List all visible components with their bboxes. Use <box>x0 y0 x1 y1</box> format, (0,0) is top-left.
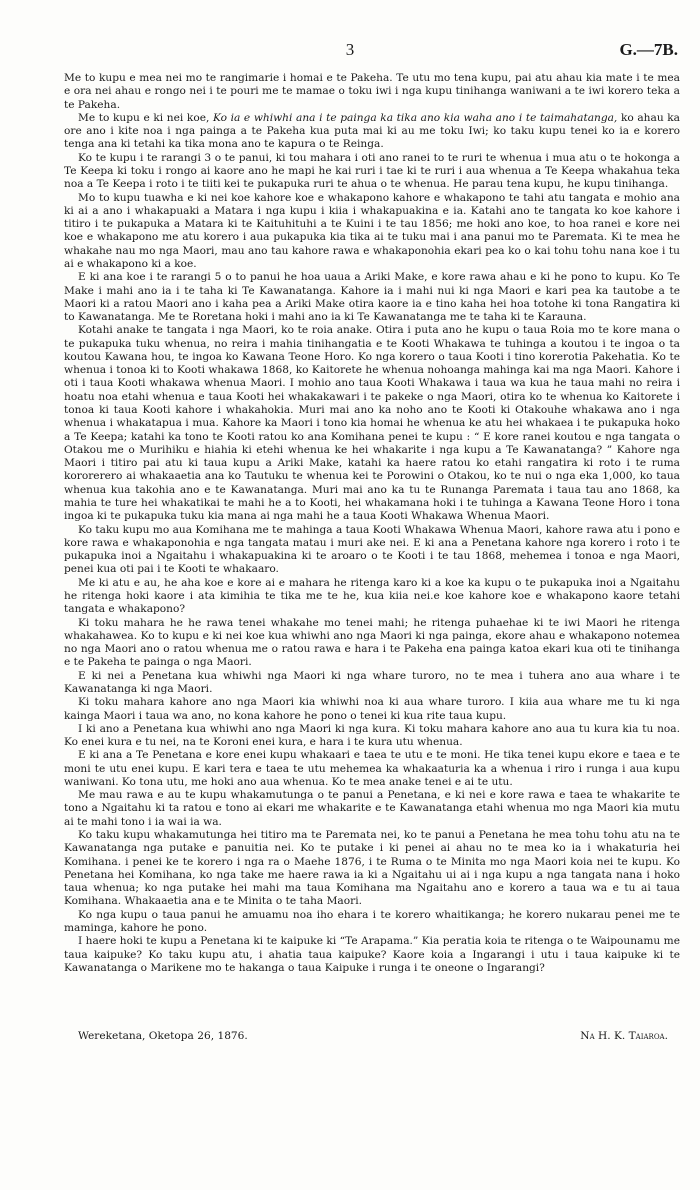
page-number: 3 <box>345 40 355 59</box>
italic-quote: Ko ia e whiwhi ana i te painga ka tika ano kia waha ano i te taimahatanga, <box>212 111 618 124</box>
document-reference: G.—7B. <box>619 40 678 59</box>
paragraph: I ki ano a Penetana kua whiwhi ano nga Maori ki nga kura. Ki toku mahara kahore ano aua tu kura kia tu noa. Ko enei kura e tu nei, na te Koroni enei kura, e hara i te kura utu whenua. <box>64 722 680 749</box>
paragraph: Ko nga kupu o taua panui he amuamu noa iho ehara i te korero whaitikanga; he korero nukarau penei me te maminga, kahore he pono. <box>64 908 680 934</box>
paragraph: Ki toku mahara kahore ano nga Maori kia whiwhi noa ki aua whare turoro. I kiia aua whare me tu ki nga kainga Maori i taua wa ano, no kona kahore he pono o tenei ki kua rite taua kupu. <box>64 696 680 722</box>
paragraph: Me ki atu e au, he aha koe e kore ai e mahara he ritenga karo ki a koe ka kupu o te pukapuka inoi a Ngaitahu he ritenga hoki kaore i ata kimihia te tika me te he, kua kiia nei.e koe kahore koe e whakapono kaore tetahi tangata e whakapono? <box>64 576 680 616</box>
body-text <box>64 72 680 975</box>
paragraph: E ki nei a Penetana kua whiwhi nga Maori ki nga whare turoro, no te mea i tuhera ano aua whare i te Kawanatanga ki nga Maori. <box>64 669 680 695</box>
paragraph: Ko te kupu i te rarangi 3 o te panui, ki tou mahara i oti ano ranei to te ruri te whenua i mua atu o te hokonga a Te Keepa ki toku i rongo ai kaore ano he mapi he kai ruri i tae ki te ruri i aua whenua a Te Keepa whakahua teka noa a Te Keepa i roto i te tiiti kei te pukapuka ruri te ahua o te whenua. He parau tena kupu, he kupu tinihanga. <box>64 151 680 191</box>
paragraph-italic-quote <box>64 112 680 152</box>
paragraph: Me to kupu e mea nei mo te rangimarie i homai e te Pakeha. Te utu mo tena kupu, pai atu ahau kia mate i te mea e ora nei ahau e rongo nei i te pouri me te mamae o toku iwi i nga kupu tinihanga waniwani a te iwi korero teka a te Pakeha. <box>64 72 680 111</box>
paragraph: I haere hoki te kupu a Penetana ki te kaipuke ki “Te Arapama.” Kia peratia koia te ritenga o te Waipounamu me taua kaipuke? Ko taku kupu atu, i ahatia taua kaipuke? Kaore koia a Ingarangi i utu i taua kaipuke ki te Kawanatanga o Marikene mo te hakanga o taua Kaipuke i runga i te oneone o Ingarangi? <box>64 935 680 974</box>
paragraph: E ki ana a Te Penetana e kore enei kupu whakaari e taea te utu e te moni. He tika tenei kupu ekore e taea e te moni te utu enei kupu. E kari tera e taea te utu mehemea ka whakaaturia ka a whenua i riro i runga i aua kupu waniwani. Ko tona utu, me hoki ano aua whenua. Ko te mea anake tenei e ai te utu. <box>64 749 680 788</box>
paragraph: E ki ana koe i te rarangi 5 o to panui he hoa uaua a Ariki Make, e kore rawa ahau e ki he pono to kupu. Ko Te Make i mahi ano ia i te taha ki Te Kawanatanga. Kahore ia i mahi nui ki nga Maori e kari pea ka tautobe a te Maori ki a ratou Maori ano i kaha pea a Ariki Make otira kaore ia e tino kaha hei hoa totohe ki tona Rangatira ki to Kawanatanga. Me te Roretana hoki i mahi ano ia ki Te Kawanatanga me te taha ki te Karauna. <box>64 271 680 324</box>
paragraph: Mo to kupu tuawha e ki nei koe kahore koe e whakapono kahore e whakapono te tahi atu tangata e mohio ana ki ai a ano i whakapuaki a Matara i nga kupu i kiia i whakapuakina e ia. Katahi ano te tangata ko koe kahore i titiro i te pukapuka a Matara ki te Kaituhituhi a te Kuini i te tau 1856; me hoki ano koe, to hoa ranei e kore nei koe e whakapono me atu korero i aua pukapuka kia tika ai te tuku mai i ana panui mo te Paremata. Ki te mea he whakahe nau mo nga Maori, mau ano tau kahore rawa e whakaponohia ekari pea ko o kai tohu tohu nana koe i tu ai e whakapono ki a koe. <box>64 191 680 270</box>
paragraph: Ki toku mahara he he rawa tenei whakahe mo tenei mahi; he ritenga puhaehae ki te iwi Maori he ritenga whakahawea. Ko to kupu e ki nei koe kua whiwhi ano nga Maori ki nga painga, ekore ahau e whakapono notemea no nga Maori ano o ratou whenua me o ratou rawa e hara i te Pakeha ena painga katoa ekari kua oti te tinihanga e te Pakeha te painga o nga Maori. <box>64 616 680 669</box>
paragraph-trail: ko ahau ka ore ano i kite noa i nga painga a te Pakeha kua puta mai ki au me toku Iwi; ko taku kupu tenei ko ia e korero tenga ana ki tetahi ka tika mona ano te kapura o te Reinga. <box>64 111 680 151</box>
paragraph: Ko taku kupu whakamutunga hei titiro ma te Paremata nei, ko te panui a Penetana he mea tohu tohu atu na te Kawanatanga nga putake e panuitia nei. Ko te putake i ki penei ai ahau no te mea ko ia i whakaturia hei Komihana. i penei ke te korero i nga ra o Maehe 1876, i te Ruma o te Minita mo nga Maori koia nei te kupu. Ko Penetana hei Komihana, ko nga take me haere rawa ia ki a Ngaitahu ui ai i nga kupu a nga tangata nana i hoko taua whenua; ko nga putake hei mahi ma taua Komihana ma Ngaitahu ano e korero a taua wa e tu ai taua Komihana. Whakaaetia ana e te Minita o te taha Maori. <box>64 829 680 908</box>
closing-line <box>64 1029 680 1043</box>
paragraph: Me mau rawa e au te kupu whakamutunga o te panui a Penetana, e ki nei e kore rawa e taea te whakarite te tono a Ngaitahu ki ta ratou e tono ai ekari me whakarite e te Kawanatanga etahi whenua mo nga Maori kia mutu ai te mahi tono i ia wai ia wa. <box>64 789 680 828</box>
paragraph: Kotahi anake te tangata i nga Maori, ko te roia anake. Otira i puta ano he kupu o taua Roia mo te kore mana o te pukapuka tuku whenua, no reira i mahia tinihangatia e te Kooti Whakawa te tuhinga a koutou i te ingoa o ta koutou Kawana hou, te ingoa ko Kawana Teone Horo. Ko nga korero o taua Kooti i tino korerotia Pakehatia. Ko te whenua i tonoa ki to Kooti whakawa 1868, ko Kaitorete he whenua nohoanga mahinga kai ma nga Maori. Kahore i oti i taua Kooti whakawa whenua Maori. I mohio ano taua Kooti Whakawa i taua wa kua he taua mahi no reira i hoatu noa etahi whenua e taua Kooti hei whakakawari i te pakeke o nga Maori, otira ko te whenua ko Kaitorete i tonoa ki taua Kooti kahore i whakahokia. Muri mai ano ka noho ano te Kooti ki Otakouhe whakawa ano i nga whenua i whakatapua i mua. Kahore ka Maori i tono kia homai he whenua ke atu hei whakaea i te pukapuka hoko a Te Keepa; katahi ka tono te Kooti ratou ko ana Komihana penei te kupu : “ E kore ranei koutou e nga tangata o Otakou me o Murihiku e hiahia ki etehi whenua ke hei whakarite i nga kupu a Te Kawanatanga? ” Kahore nga Maori i titiro pai atu ki taua kupu a Ariki Make, katahi ka haere ratou ko etahi rangatira ki roto i te ruma kororerero ai whakaaetia ana ko Tautuku te whenua kei te Porowini o Otakou, ko te nui o nga eka 1,000, ko taua whenua kua takohia ano e te Kawanatanga. Muri mai ano ka tu te Runanga Paremata i taua tau ano 1868, ka mahia te ture hei whakatikai te mahi he a to Kooti, hei whakamana hoki i te tuhinga a Kawana Teone Horo i tona ingoa ki te pukapuka tuku kia mana ai nga mahi he a taua Kooti Whakawa Whenua Maori. <box>64 324 680 523</box>
signature: Na H. K. Taiaroa. <box>580 1030 668 1042</box>
paragraph-lead: Me to kupu e ki nei koe, <box>78 111 210 124</box>
date-line: Wereketana, Oketopa 26, 1876. <box>78 1030 248 1042</box>
paragraph: Ko taku kupu mo aua Komihana me te mahinga a taua Kooti Whakawa Whenua Maori, kahore rawa atu i pono e kore rawa e whakaponohia e nga tangata matau i muri ake nei. E ki ana a Penetana kahore nga korero i roto i te pukapuka inoi a Ngaitahu i whakapuakina ki te aroaro o te Kooti i te tau 1868, mehemea i tonoa e nga Maori, penei kua oti pai i te Kooti te whakaaro. <box>64 523 680 576</box>
